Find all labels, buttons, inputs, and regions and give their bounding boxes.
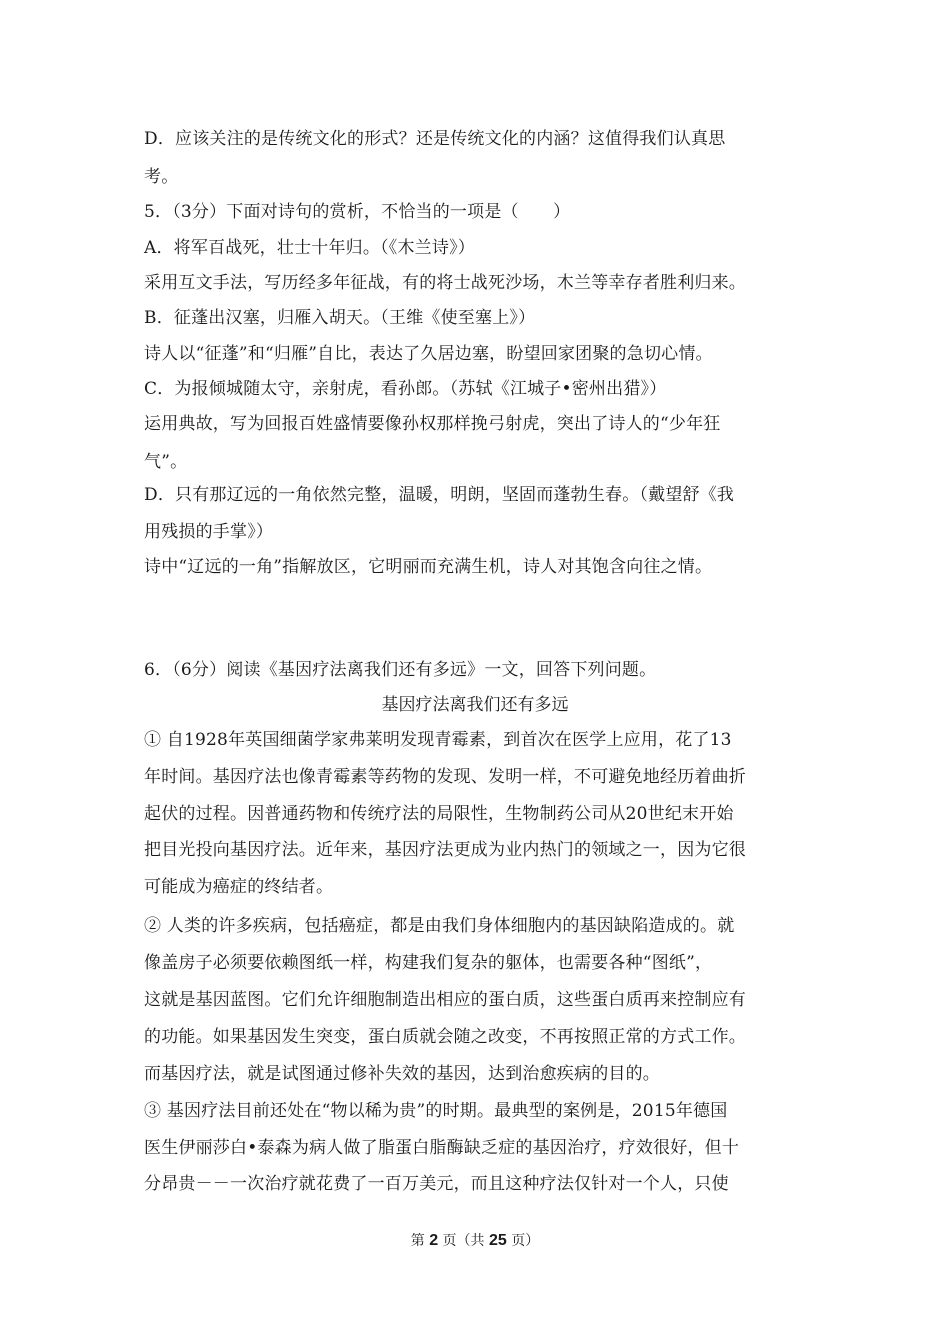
option-c-analysis: 运用典故，写为回报百姓盛情要像孙权那样挽弓射虎，突出了诗人的“少年狂 — [144, 414, 721, 434]
text-line: 医生伊丽莎白•泰森为病人做了脂蛋白脂酶缺乏症的基因治疗，疗效很好，但十 — [144, 1138, 740, 1158]
text-line: 的功能。如果基因发生突变，蛋白质就会随之改变，不再按照正常的方式工作。 — [144, 1027, 746, 1047]
text-line: 分昂贵－－一次治疗就花费了一百万美元，而且这种疗法仅针对一个人，只使 — [144, 1174, 729, 1194]
paragraph-2: ② 人类的许多疾病，包括癌症，都是由我们身体细胞内的基因缺陷造成的。就 — [144, 916, 735, 936]
option-b: B．征蓬出汉塞，归雁入胡天。（王维《使至塞上》） — [144, 308, 536, 328]
option-a-analysis: 采用互文手法，写历经多年征战，有的将士战死沙场，木兰等幸存者胜利归来。 — [144, 273, 746, 293]
page-number: 2 — [429, 1232, 439, 1249]
paragraph-3: ③ 基因疗法目前还处在“物以稀为贵”的时期。最典型的案例是，2015年德国 — [144, 1101, 728, 1121]
text-line: 起伏的过程。因普通药物和传统疗法的局限性，生物制药公司从20世纪末开始 — [144, 804, 734, 824]
option-a: A．将军百战死，壮士十年归。（《木兰诗》） — [144, 238, 475, 258]
page-footer — [0, 1230, 950, 1250]
text-line: 像盖房子必须要依赖图纸一样，构建我们复杂的躯体，也需要各种“图纸”， — [144, 953, 713, 973]
question-6-stem: 6．（6分）阅读《基因疗法离我们还有多远》一文，回答下列问题。 — [144, 660, 657, 680]
text-line: 气”。 — [144, 452, 188, 472]
text-line: D．应该关注的是传统文化的形式？还是传统文化的内涵？这值得我们认真思 — [144, 129, 726, 149]
text-line: 可能成为癌症的终结者。 — [144, 877, 334, 897]
text-line: 而基因疗法，就是试图通过修补失效的基因，达到治愈疾病的目的。 — [144, 1064, 660, 1084]
text-line: 这就是基因蓝图。它们允许细胞制造出相应的蛋白质，这些蛋白质再来控制应有 — [144, 990, 746, 1010]
text-line: 把目光投向基因疗法。近年来，基因疗法更成为业内热门的领域之一，因为它很 — [144, 840, 746, 860]
option-d-analysis: 诗中“辽远的一角”指解放区，它明丽而充满生机，诗人对其饱含向往之情。 — [144, 557, 713, 577]
footer-prefix: 第 — [410, 1233, 425, 1249]
paragraph-1: ① 自1928年英国细菌学家弗莱明发现青霉素，到首次在医学上应用，花了13 — [144, 730, 732, 750]
question-5-stem: 5．（3分）下面对诗句的赏析，不恰当的一项是（ ） — [144, 202, 571, 222]
option-c: C．为报倾城随太守，亲射虎，看孙郎。（苏轼《江城子•密州出猎》） — [144, 379, 667, 399]
footer-mid: 页（共 — [442, 1233, 485, 1249]
option-d: D．只有那辽远的一角依然完整，温暖，明朗，坚固而蓬勃生春。（戴望舒《我 — [144, 485, 735, 505]
text-line: 用残损的手掌》） — [144, 522, 274, 542]
option-b-analysis: 诗人以“征蓬”和“归雁”自比，表达了久居边塞，盼望回家团聚的急切心情。 — [144, 344, 713, 364]
page-total: 25 — [489, 1232, 507, 1249]
text-line: 考。 — [144, 167, 179, 187]
footer-suffix: 页） — [511, 1233, 540, 1249]
article-title: 基因疗法离我们还有多远 — [381, 695, 569, 715]
text-line: 年时间。基因疗法也像青霉素等药物的发现、发明一样，不可避免地经历着曲折 — [144, 767, 746, 787]
